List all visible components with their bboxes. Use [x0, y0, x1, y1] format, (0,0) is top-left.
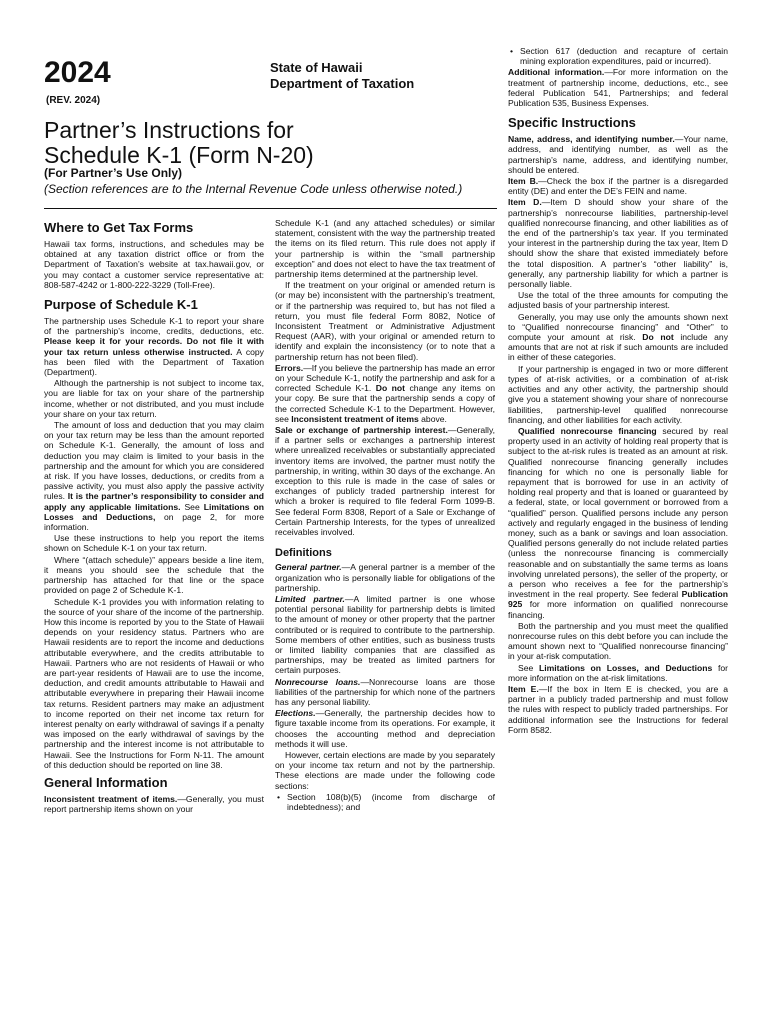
text: See: [184, 501, 200, 512]
bold-text: Name, address, and identifying number.: [508, 134, 675, 145]
definition-elections: [275, 708, 495, 749]
text: —Check the box if the partner is a disregarded entity (DE) and enter the DE’s FEIN and name.: [508, 176, 728, 197]
header-divider: [44, 208, 497, 209]
text: —If you believe the partnership has made an error on your Schedule K-1, notify the partnership and ask for a corrected Schedule K-1.: [275, 362, 495, 394]
text: The partnership uses Schedule K-1 to report your share of the partnership’s income, credits, deductions, etc.: [44, 316, 264, 337]
text: include any amounts that are not at risk if such amounts are included in either of these categories.: [508, 332, 729, 363]
paragraph-both: Both the partnership and you must meet the qualified nonrecourse rules on this debt before you can include the amount shown next to “Qualified nonrecourse financing” in your at-risk computation.: [508, 620, 728, 662]
paragraph-see-limitations: [508, 663, 728, 683]
paragraph-two-or-more: If your partnership is engaged in two or more different types of at-risk activities, or a combination of at-risk activities and any other activity, the partnership should give you a statement showing your share of nonrecourse liabilities, partnership-level qualified nonrecourse financing, and other liabilities for each activity.: [508, 363, 728, 425]
term: Limited partner.: [275, 593, 345, 604]
text: —Generally, the partnership decides how to figure taxable income from its operations. For example, it chooses the accounting method and depreciation methods it will use.: [275, 708, 495, 749]
heading-definitions: Definitions: [275, 547, 332, 560]
bold-text: Do not: [375, 383, 406, 394]
text: for more information on the at-risk limitations.: [508, 662, 729, 683]
paragraph-qualified-nonrecourse: [508, 426, 728, 620]
text: —If the box in Item E is checked, you are a partner in a publicly traded partnership and must follow the rules with respect to publicly traded partnerships. For additional information see the Instructions for federal Form 8582.: [508, 683, 728, 735]
section-reference-note: (Section references are to the Internal Revenue Code unless otherwise noted.): [44, 182, 463, 196]
heading-where-to-get-forms: Where to Get Tax Forms: [44, 220, 194, 235]
paragraph-where: Hawaii tax forms, instructions, and schedules may be obtained at any taxation district office or from the Department of Taxation’s website at tax.hawaii.gov, or you may contact a customer service representative at: 808-587-4242 or 1-800-222-3229 (Toll-Free).: [44, 239, 264, 290]
revision-label: (REV. 2024): [46, 95, 101, 106]
term: Nonrecourse loans.: [275, 676, 361, 687]
form-year: 2024: [44, 56, 111, 89]
bold-text: Item E.: [508, 683, 539, 694]
text: A copy has been filed with the Department of Taxation (Department).: [44, 346, 264, 378]
paragraph-elections-separate: However, certain elections are made by you separately on your income tax return and not by the partnership. These elections are made under the following code sections:: [275, 749, 495, 791]
text: The amount of loss and deduction that you may claim on your tax return may be less than the amount reported on Schedule K-1. Generally, the amount of loss and deduction you may claim is limited to your basis in the partnership and the amount for which you are considered at risk. If you have losses, deductions, or credits from a passive activity, you must also apply the passive activity rules.: [44, 420, 264, 502]
bold-text: Do not: [642, 332, 674, 343]
bold-text: Publication 925: [508, 589, 728, 610]
text: above.: [421, 413, 447, 424]
department-name: Department of Taxation: [270, 76, 415, 91]
text: —A limited partner is one whose potential personal liability for partnership debts is limited to the amount of money or other property that the partner contributed or is required to contribute to the partnership. Some members of other entities, such as business trusts or limited liability companies that are classified as partnerships, may be treated as limited partners for certain purposes.: [275, 593, 495, 676]
text: —A general partner is a member of the organization who is personally liable for obligations of the partnership.: [275, 562, 495, 593]
heading-general-information: General Information: [44, 774, 168, 790]
bullet-section-108: • Section 108(b)(5) (income from discharge of indebtedness); and: [275, 792, 495, 812]
title-line-2: Schedule K-1 (Form N-20): [44, 142, 314, 168]
bold-text: Inconsistent treatment of items: [291, 413, 419, 424]
paragraph-purpose-4: Use these instructions to help you report the items shown on Schedule K-1 on your tax return.: [44, 533, 264, 554]
column-3: [508, 46, 728, 736]
agency-heading: [270, 60, 414, 92]
bold-text: Item D.: [508, 197, 542, 208]
page-title: [44, 118, 314, 168]
for-use-note: (For Partner’s Use Only): [44, 166, 183, 180]
text: secured by real property used in an activity of holding real property that is subject to the at-risk rules is treated as an amount at risk. Qualified nonrecourse financing generally includes financing for which no one is personally liable for repayment that is borrowed for use in an activity of holding real property and that is loaned or guaranteed by a federal, state, or local government or borrowed from a “qualified” person. Qualified persons include any person actively and regularly engaged in the business of lending money, such as a bank or savings and loan association. Qualified persons generally do not include related parties (unless the nonrecourse financing is commercially reasonable and on substantially the same terms as loans involving unrelated persons), the seller of the property, or a person who receives a fee for the partnership’s investment in the real property. See federal: [508, 425, 728, 600]
text: Generally, you may use only the amounts shown next to “Qualified nonrecourse financing” and “Other” to compute your amount at risk.: [508, 311, 728, 343]
bold-text: Limitations on Losses, and Deductions: [539, 662, 713, 673]
text: change any items on your copy. Be sure that the partnership sends a copy of the corrected Schedule K-1 to the Department. However, see: [275, 383, 495, 424]
paragraph-consistency: Schedule K-1 (and any attached schedules) or similar statement, consistent with the way the partnership treated the items on its filed return. This rule does not apply if your partnership is within the “small partnership exception” and does not elect to have the tax treatment of partnership items determined at the partnership level.: [275, 218, 495, 280]
paragraph-purpose-5: Where “(attach schedule)” appears beside a line item, it means you should see the schedule that the partnership has attached for that line or the space provided on page 2 of Schedule K-1.: [44, 554, 264, 596]
paragraph-item-b: [508, 176, 728, 196]
paragraph-purpose-3: [44, 420, 264, 532]
text: —Nonrecourse loans are those liabilities of the partnership for which none of the partners has any personal liability.: [275, 676, 495, 707]
paragraph-item-e: [508, 684, 728, 735]
text: on page 2, for more information.: [44, 511, 264, 533]
paragraph-purpose-2: Although the partnership is not subject to income tax, you are liable for tax on your share of the partnership income, whether or not distributed, and you must include your share on your tax return.: [44, 378, 264, 419]
bold-text: Additional information.: [508, 67, 605, 78]
text: See: [518, 662, 534, 673]
heading-purpose: Purpose of Schedule K-1: [44, 297, 198, 313]
definition-general-partner: [275, 562, 495, 593]
state-name: State of Hawaii: [270, 60, 363, 75]
title-line-1: Partner’s Instructions for: [44, 117, 294, 143]
bold-text: Sale or exchange of partnership interest.: [275, 425, 448, 436]
bold-text: Inconsistent treatment of items.: [44, 793, 178, 804]
column-1: [44, 218, 264, 815]
paragraph-amount-at-risk: [508, 312, 728, 363]
paragraph-purpose-6: Schedule K-1 provides you with information relating to the source of your share of the income of the partnership. How this income is reported by you to the State of Hawaii depends on your residency status. Partners who are Hawaii residents are to report the income and deductions attributable everywhere, and the credits attributable to Hawaii. Partners who are not residents of Hawaii or who are part-year residents of Hawaii are to use the income, deduction, and credit amounts attributable to Hawaii and attributable everywhere in preparing their Hawaii income tax returns. Resident partners may make an adjustment to income reported on their net income tax return for interest penalty on early withdrawal of savings if a penalty was imposed on the early withdrawal of savings by the partnership and the interest income is not attributable to Hawaii. See the Instructions for Form N-11. The amount of this deduction should be reported on line 38.: [44, 596, 264, 770]
text: —Your name, address, and identifying number, as well as the partnership’s name, address, and identifying number, should be entered.: [508, 134, 728, 175]
paragraph-sale-exchange: [275, 425, 495, 537]
definition-nonrecourse-loans: [275, 677, 495, 708]
bold-text: Qualified nonrecourse financing: [518, 425, 657, 436]
bold-text: Errors.: [275, 362, 304, 373]
text: —Generally, you must report partnership items shown on your: [44, 793, 264, 815]
paragraph-inconsistent: If the treatment on your original or amended return is (or may be) inconsistent with the partnership’s treatment, or if the partnership was required to, but has not filed a return, you must file federal Form 8082, Notice of Inconsistent Treatment or Administrative Adjustment Request (AAR), with your original or amended return to identify and explain the inconsistency (or to note that a partnership return has not been filed).: [275, 280, 495, 362]
bold-text: Item B.: [508, 176, 539, 187]
paragraph-item-d: [508, 197, 728, 289]
paragraph-additional-information: [508, 67, 728, 108]
paragraph-general: [44, 794, 264, 814]
term: Elections.: [275, 708, 316, 719]
paragraph-name-address: [508, 134, 728, 175]
paragraph-errors: [275, 363, 495, 424]
text: for more information on qualified nonrecourse financing.: [508, 599, 729, 620]
paragraph-purpose-1: [44, 316, 264, 377]
column-2: [275, 218, 495, 813]
text: —Item D should show your share of the partnership’s nonrecourse liabilities, partnership-level qualified nonrecourse financing, and other liabilities as of the end of the partnership’s tax year. If you terminated your interest in the partnership during the tax year, Item D should show the share that existed immediately before the total disposition. A partner’s “other liability” is, generally, any partnership liability for which a partner is personally liable.: [508, 197, 728, 290]
bold-text: Limitations on Losses and Deductions,: [44, 501, 264, 522]
text: —For more information on the treatment of partnership income, deductions, etc., see federal Publication 541, Partnerships; and federal Publication 535, Business Expenses.: [508, 67, 728, 109]
bold-text: It is the partner’s responsibility to consider and apply any applicable limitations.: [44, 491, 264, 512]
paragraph-use-total: Use the total of the three amounts for computing the adjusted basis of your partnership interest.: [508, 290, 728, 311]
bold-text: Please keep it for your records. Do not file it with your tax return unless otherwise instructed.: [44, 336, 264, 357]
definition-limited-partner: [275, 594, 495, 676]
text: —Generally, if a partner sells or exchanges a partnership interest where unrealized receivables or substantially appreciated inventory items are involved, the partner must notify the partnership, in writing, within 30 days of the exchange. An exception to this rule is made in the case of sales or exchanges of publicly traded partnership interest for which a broker is required to file federal Form 1099-B. See federal Form 8308, Report of a Sale or Exchange of Certain Partnership Interests, for the types of unrealized receivables involved.: [275, 425, 495, 538]
heading-specific-instructions: Specific Instructions: [508, 115, 636, 131]
bullet-section-617: • Section 617 (deduction and recapture of certain mining exploration expenditures, paid or incurred).: [508, 46, 728, 66]
term: General partner.: [275, 562, 342, 573]
